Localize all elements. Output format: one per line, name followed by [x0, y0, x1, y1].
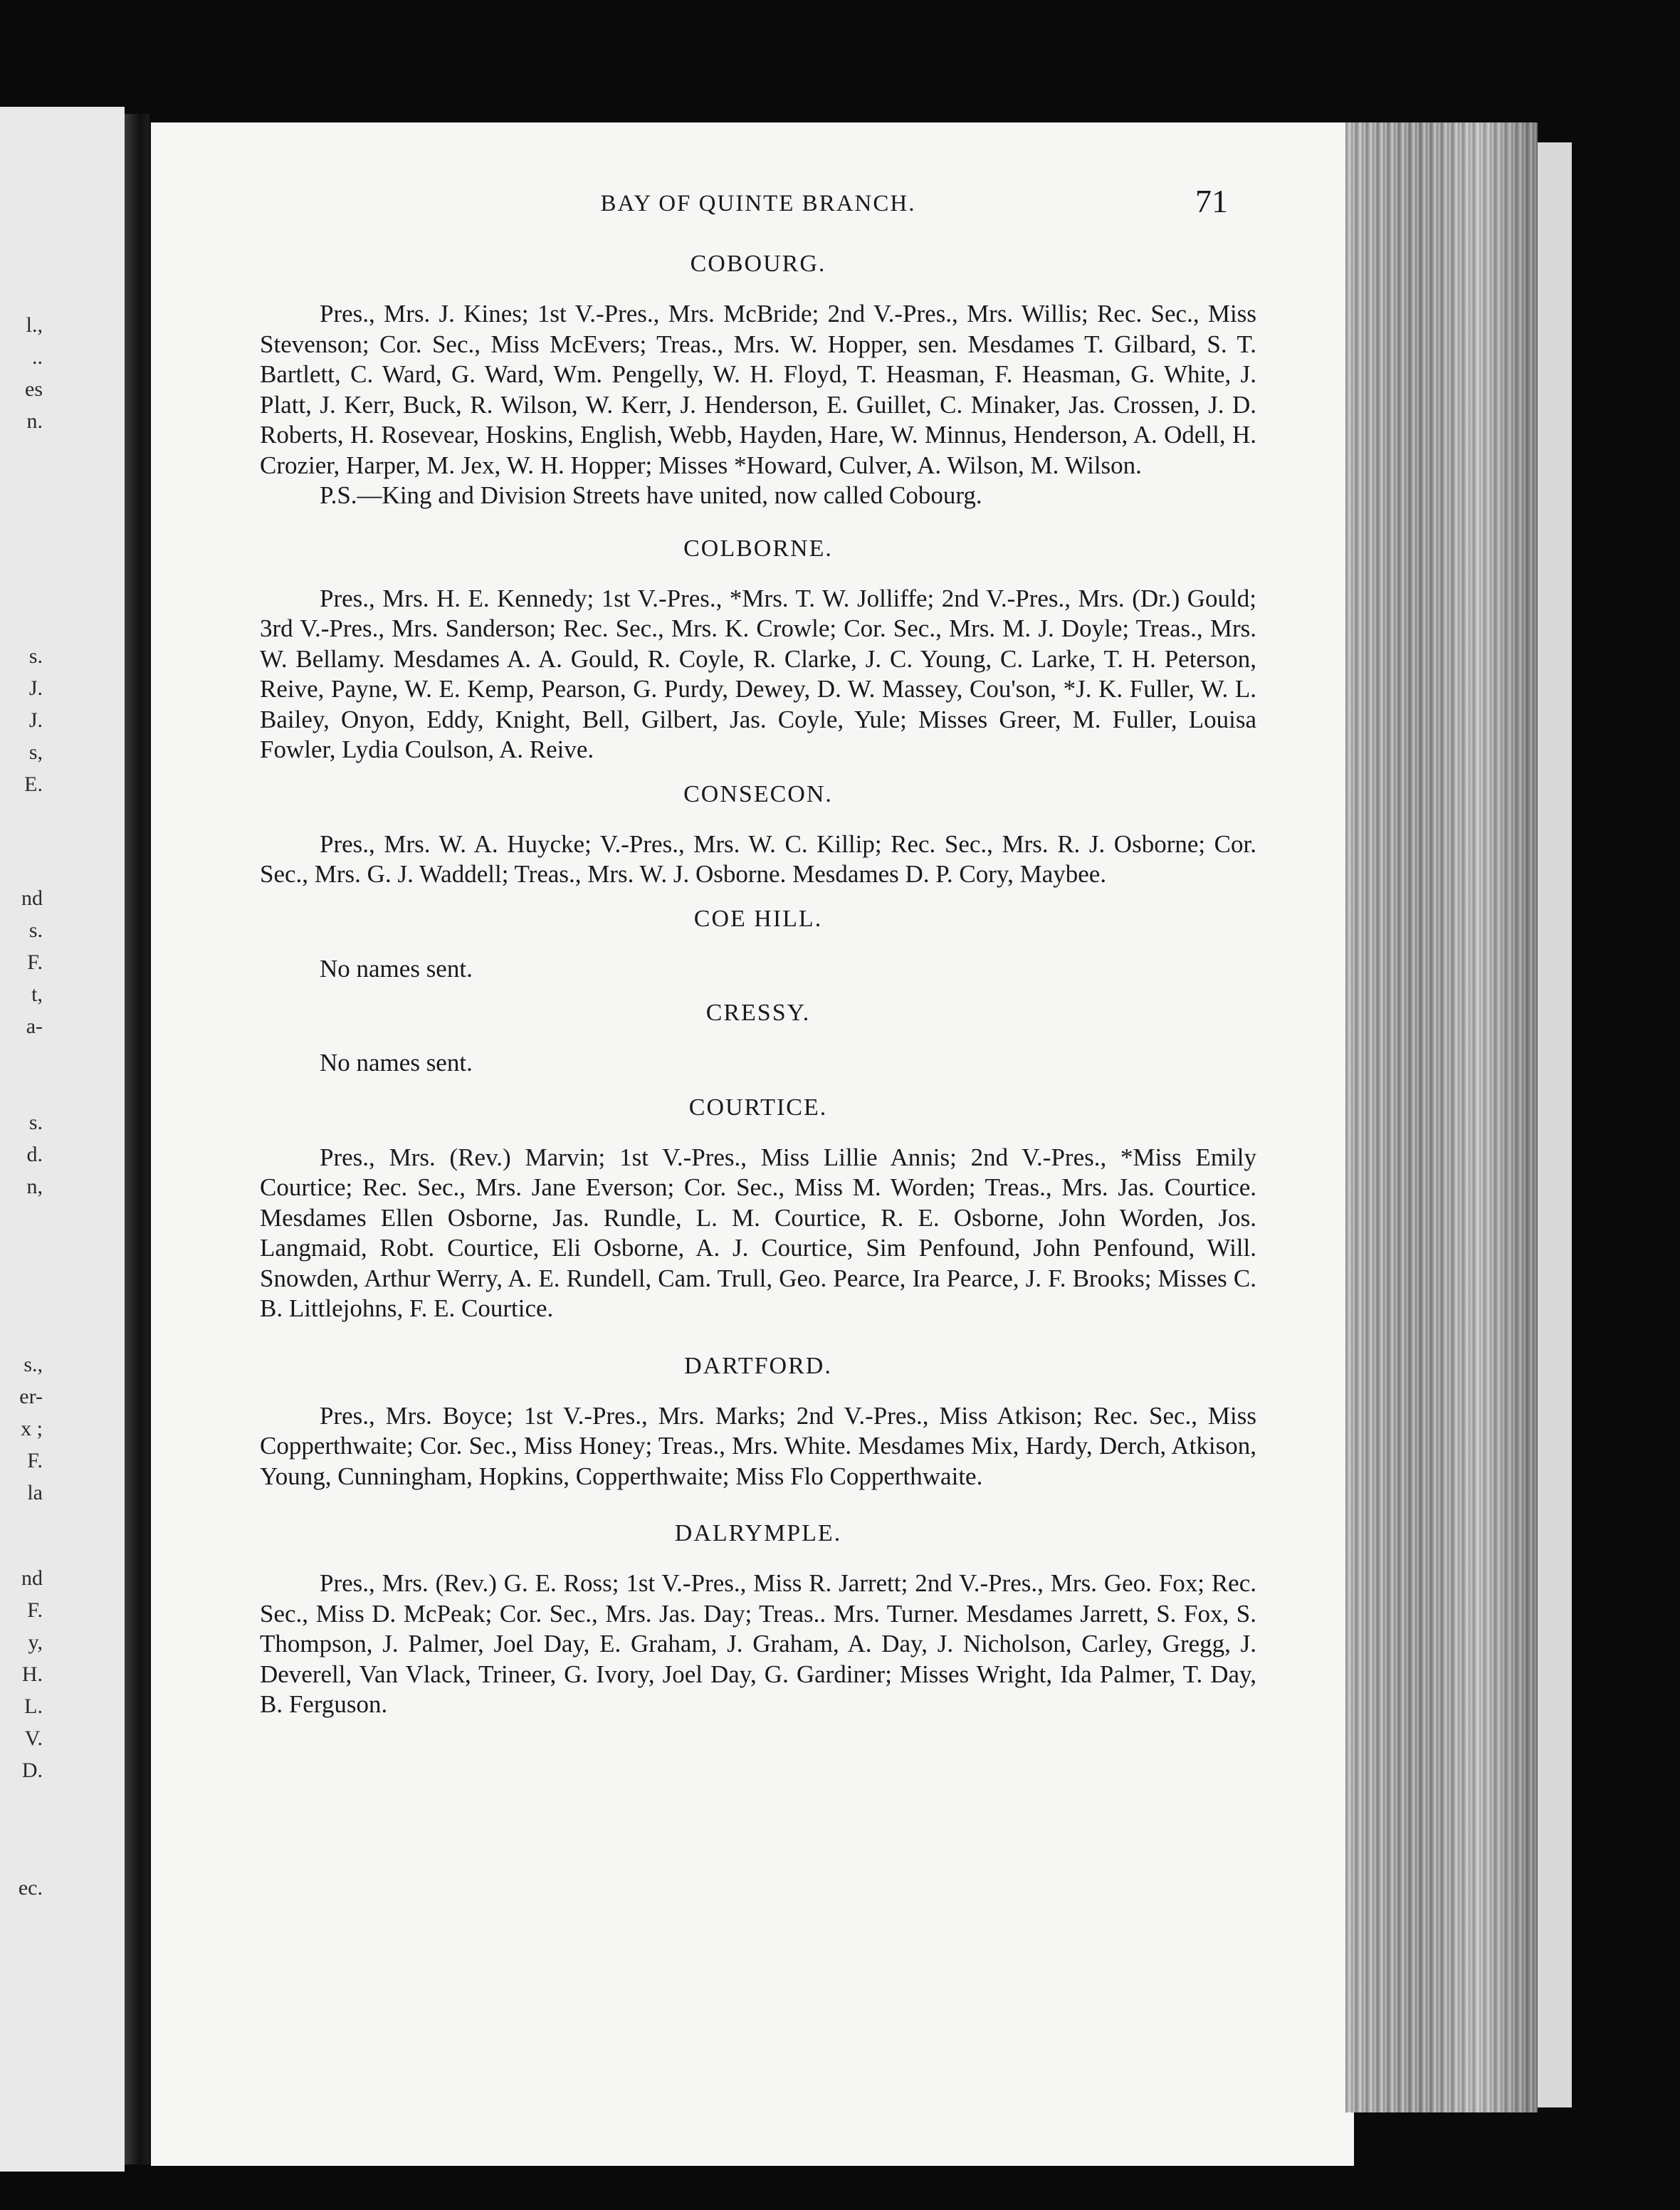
section-consecon — [260, 781, 1256, 890]
running-head-title: BAY OF QUINTE BRANCH. — [600, 191, 916, 216]
facing-page-fragment: F. — [27, 1598, 43, 1622]
facing-page-fragment: y, — [28, 1630, 43, 1654]
section-paragraph: Pres., Mrs. W. A. Huycke; V.-Pres., Mrs. W. C. Killip; Rec. Sec., Mrs. R. J. Osborne; Cor. Sec., Mrs. G. J. Waddell; Treas., Mrs. W. J. Osborne. Mesdames D. P. Cory, Maybee. — [260, 829, 1256, 888]
facing-page-fragment: .. — [32, 345, 43, 369]
section-title: CRESSY. — [705, 1000, 811, 1026]
running-head — [260, 178, 1256, 235]
facing-page-fragment: s. — [28, 1111, 43, 1134]
section-title: CONSECON. — [683, 780, 833, 807]
book-gutter — [125, 114, 149, 2164]
section-title: COBOURG. — [690, 251, 826, 277]
section-paragraph: Pres., Mrs. (Rev.) G. E. Ross; 1st V.-Pres., Miss R. Jarrett; 2nd V.-Pres., Mrs. Geo. Fox; Rec. Sec., Miss D. McPeak; Cor. Sec., Mrs. Jas. Day; Treas.. Mrs. Turner. Mesdames Jarrett, S. Fox, S. Thompson, J. Palmer, Joel Day, E. Graham, J. Graham, A. Day, J. Nicholson, Carley, Gregg, J. Deverell, Van Vlack, Trineer, G. Ivory, Joel Day, G. Gardiner; Misses Wright, Ida Palmer, T. Day, B. Ferguson. — [260, 1569, 1256, 1718]
facing-page-fragment: V. — [24, 1727, 43, 1750]
section-paragraph: Pres., Mrs. Boyce; 1st V.-Pres., Mrs. Marks; 2nd V.-Pres., Miss Atkison; Rec. Sec., Miss Copperthwaite; Cor. Sec., Miss Honey; Treas., Mrs. White. Mesdames Mix, Hardy, Derch, Atkison, Young, Cunningham, Hopkins, Copperthwaite; Miss Flo Copperthwaite. — [260, 1401, 1256, 1490]
facing-page-fragment: nd — [21, 1566, 43, 1590]
section-colborne — [260, 535, 1256, 765]
section-paragraph: Pres., Mrs. H. E. Kennedy; 1st V.-Pres., *Mrs. T. W. Jolliffe; 2nd V.-Pres., Mrs. (Dr.) Gould; 3rd V.-Pres., Mrs. Sanderson; Rec. Sec., Mrs. K. Crowle; Cor. Sec., Mrs. M. J. Doyle; Treas., Mrs. W. Bellamy. Mesdames A. A. Gould, R. Coyle, R. Clarke, J. C. Young, C. Larke, T. H. Peterson, Reive, Payne, W. E. Kemp, Pearson, G. Purdy, Dewey, D. W. Massey, Cou'son, *J. K. Fuller, W. L. Bailey, Onyon, Eddy, Knight, Bell, Gilbert, Jas. Coyle, Yule; Misses Greer, M. Fuller, Louisa Fowler, Lydia Coulson, A. Reive. — [260, 584, 1256, 763]
page-number: 71 — [1195, 183, 1228, 219]
page-edges — [1345, 122, 1538, 2112]
section-cressy — [260, 1000, 1256, 1079]
facing-page-fragment: s., — [23, 1353, 43, 1376]
facing-page-fragment: D. — [21, 1759, 43, 1782]
facing-page-fragment: n. — [26, 409, 43, 433]
facing-page-fragment: L. — [24, 1695, 43, 1718]
page-content — [260, 178, 1256, 1720]
section-paragraph: Pres., Mrs. J. Kines; 1st V.-Pres., Mrs. McBride; 2nd V.-Pres., Mrs. Willis; Rec. Sec., Miss Stevenson; Cor. Sec., Miss McEvers; Treas., Mrs. W. Hopper, sen. Mesdames T. Gilbard, S. T. Bartlett, C. Ward, G. Ward, Wm. Pengelly, W. H. Floyd, T. Heasman, F. Heasman, G. White, J. Platt, J. Kerr, Buck, R. Wilson, W. Kerr, J. Henderson, E. Guillet, C. Minaker, Jas. Crossen, J. D. Roberts, H. Rosevear, Hoskins, English, Webb, Hayden, Hare, W. Minnus, Henderson, A. Odell, H. Crozier, Harper, M. Jex, W. H. Hopper; Misses *Howard, Culver, A. Wilson, M. Wilson. — [260, 300, 1256, 479]
facing-page-fragment: s. — [28, 918, 43, 942]
facing-page-fragment: a- — [26, 1015, 43, 1038]
facing-page-fragment: la — [27, 1481, 43, 1504]
section-title: DALRYMPLE. — [674, 1520, 842, 1546]
section-dartford — [260, 1353, 1256, 1492]
section-paragraph: Pres., Mrs. (Rev.) Marvin; 1st V.-Pres., Miss Lillie Annis; 2nd V.-Pres., *Miss Emily Courtice; Rec. Sec., Mrs. Jane Everson; Cor. Sec., Miss M. Worden; Treas., Mrs. Jas. Courtice. Mesdames Ellen Osborne, Jas. Rundle, L. M. Courtice, R. E. Osborne, John Worden, Jos. Langmaid, Robt. Courtice, Eli Osborne, A. J. Courtice, Sim Penfound, John Penfound, Will. Snowden, Arthur Werry, A. E. Rundell, Cam. Trull, Geo. Pearce, Ira Pearce, J. F. Brooks; Misses C. B. Littlejohns, F. E. Courtice. — [260, 1143, 1256, 1322]
facing-page-fragment: n, — [26, 1175, 43, 1198]
section-title: COURTICE. — [688, 1094, 828, 1121]
section-dalrymple — [260, 1520, 1256, 1720]
section-note: No names sent. — [320, 1049, 473, 1077]
section-courtice — [260, 1094, 1256, 1324]
section-title: COE HILL. — [693, 905, 823, 932]
facing-page-fragment: F. — [27, 950, 43, 974]
section-note: No names sent. — [320, 954, 473, 983]
section-paragraph: P.S.—King and Division Streets have united, now called Cobourg. — [320, 481, 982, 509]
facing-page-fragment: t, — [31, 983, 43, 1006]
facing-page-fragment: s. — [28, 644, 43, 668]
facing-page-fragment: J. — [28, 708, 43, 732]
book-cover-edge — [1538, 142, 1572, 2107]
section-cobourg — [260, 251, 1256, 511]
section-title: DARTFORD. — [684, 1352, 832, 1379]
facing-page-fragment: H. — [21, 1662, 43, 1686]
section-title: COLBORNE. — [683, 535, 833, 562]
facing-page-fragment: nd — [21, 886, 43, 910]
facing-page-fragment: s, — [28, 740, 43, 764]
facing-page-fragment: er- — [19, 1385, 43, 1408]
section-coe-hill — [260, 906, 1256, 985]
facing-page-fragment: d. — [26, 1143, 43, 1166]
facing-page-fragment: F. — [27, 1449, 43, 1472]
facing-page-fragment: l., — [26, 313, 43, 337]
facing-page-fragment: J. — [28, 676, 43, 700]
facing-page-fragment: ec. — [18, 1876, 43, 1900]
facing-page-fragment: x ; — [21, 1417, 43, 1440]
facing-page-fragment: es — [25, 377, 43, 401]
facing-page-fragment: E. — [24, 773, 43, 796]
